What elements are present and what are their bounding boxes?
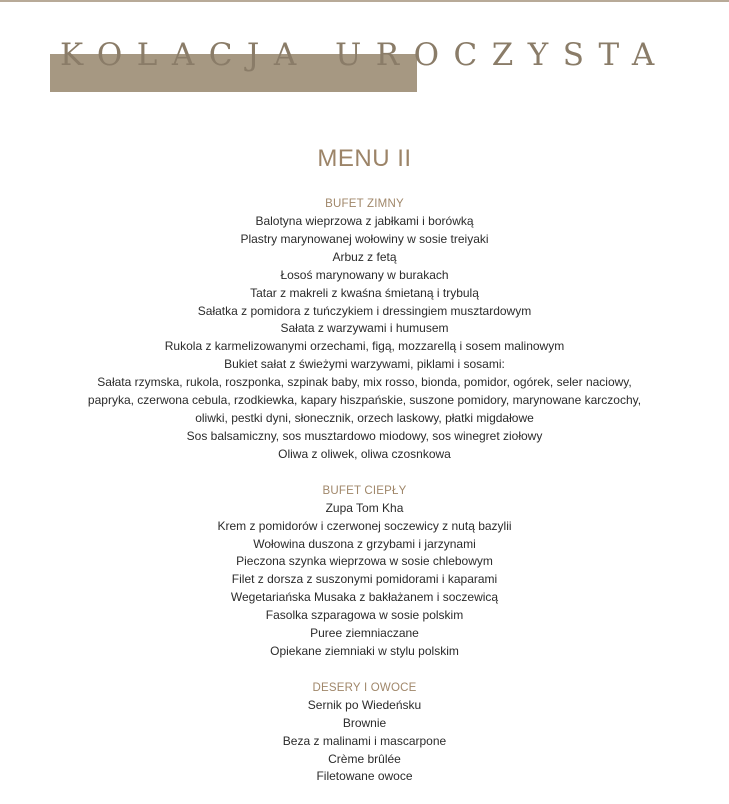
menu-item: Arbuz z fetą bbox=[332, 249, 397, 264]
menu-item: Sałata rzymska, rukola, roszponka, szpinak baby, mix rosso, bionda, pomidor, ogórek, seler naciowy, bbox=[97, 375, 632, 390]
menu-item: Fasolka szparagowa w sosie polskim bbox=[265, 608, 464, 623]
menu-item: Sos balsamiczny, sos musztardowo miodowy, sos winegret ziołowy bbox=[186, 428, 543, 443]
menu-item: Brownie bbox=[342, 715, 387, 730]
menu-item: Sernik po Wiedeńsku bbox=[307, 697, 422, 712]
menu-item: papryka, czerwona cebula, rzodkiewka, kapary hiszpańskie, suszone pomidory, marynowane karczochy, bbox=[87, 393, 642, 408]
menu-item: Sałata z warzywami i humusem bbox=[280, 321, 449, 336]
menu-item: Łosoś marynowany w burakach bbox=[280, 267, 449, 282]
menu-item: Filet z dorsza z suszonymi pomidorami i kaparami bbox=[231, 572, 498, 587]
section-title: BUFET CIEPŁY bbox=[322, 484, 407, 497]
section-title: BUFET ZIMNY bbox=[325, 198, 404, 210]
menu-item: Balotyna wieprzowa z jabłkami i borówką bbox=[255, 214, 474, 228]
menu-item: oliwki, pestki dyni, słonecznik, orzech laskowy, płatki migdałowe bbox=[195, 410, 534, 425]
menu-item: Plastry marynowanej wołowiny w sosie treiyaki bbox=[240, 231, 489, 246]
section-desery-i-owoce bbox=[0, 679, 729, 787]
section-title: DESERY I OWOCE bbox=[312, 681, 417, 694]
menu-item: Wegetariańska Musaka z bakłażanem i soczewicą bbox=[230, 590, 499, 605]
menu-sections bbox=[0, 195, 729, 804]
menu-item: Beza z malinami i mascarpone bbox=[282, 733, 447, 748]
menu-item: Zupa Tom Kha bbox=[325, 500, 404, 515]
section-bufet-cieply bbox=[0, 482, 729, 661]
menu-item: Filetowane owoce bbox=[316, 769, 413, 784]
menu-item: Sałatka z pomidora z tuńczykiem i dressingiem musztardowym bbox=[197, 303, 532, 318]
menu-item: Pieczona szynka wieprzowa w sosie chlebowym bbox=[236, 554, 493, 569]
menu-item: Puree ziemniaczane bbox=[310, 626, 419, 641]
section-bufet-zimny bbox=[0, 195, 729, 464]
menu-item: Wołowina duszona z grzybami i jarzynami bbox=[253, 536, 476, 551]
menu-heading: MENU II bbox=[317, 145, 412, 172]
page-title: KOLACJA UROCZYSTA bbox=[60, 37, 669, 73]
menu-item: Crème brûlée bbox=[328, 751, 401, 766]
menu-item: Opiekane ziemniaki w stylu polskim bbox=[270, 643, 459, 658]
menu-item: Rukola z karmelizowanymi orzechami, figą, mozzarellą i sosem malinowym bbox=[164, 339, 565, 354]
menu-item: Bukiet sałat z świeżymi warzywami, piklami i sosami: bbox=[224, 357, 505, 372]
menu-item: Oliwa z oliwek, oliwa czosnkowa bbox=[278, 446, 451, 461]
menu-item: Krem z pomidorów i czerwonej soczewicy z nutą bazylii bbox=[217, 518, 512, 533]
menu-item: Tatar z makreli z kwaśna śmietaną i trybulą bbox=[250, 285, 479, 300]
page-header bbox=[0, 0, 729, 110]
